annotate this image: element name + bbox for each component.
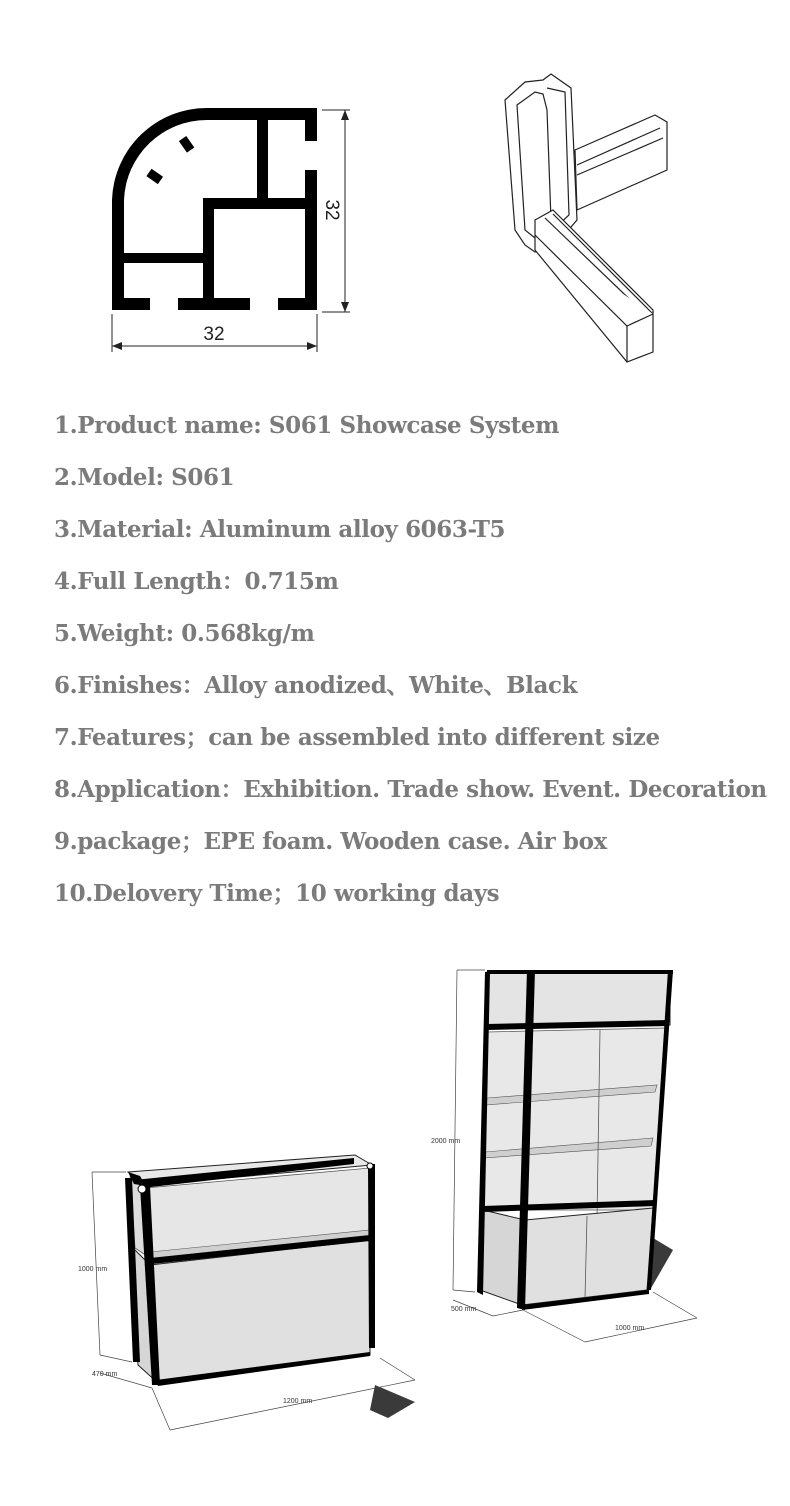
corner-connector-drawing [495, 70, 675, 365]
tower-width-label: 1000 mm [615, 1325, 645, 1332]
spec-delivery-time: 10.Delovery Time；10 working days [54, 880, 500, 907]
spec-model: 2.Model: S061 [54, 464, 235, 491]
spec-finishes: 6.Finishes：Alloy anodized、White、Black [54, 672, 578, 699]
counter-depth-label: 470 mm [92, 1371, 118, 1378]
spec-features: 7.Features；can be assembled into different size [54, 724, 660, 751]
spec-weight: 5.Weight: 0.568kg/m [54, 620, 315, 647]
counter-showcase-drawing [70, 1140, 430, 1440]
spec-material: 3.Material: Aluminum alloy 6063-T5 [54, 516, 506, 543]
counter-width-label: 1200 mm [283, 1398, 313, 1405]
profile-height-label: 32 [321, 199, 342, 221]
spec-full-length: 4.Full Length：0.715m [54, 568, 339, 595]
tower-showcase-drawing [425, 960, 715, 1350]
tower-height-label: 2000 mm [431, 1138, 461, 1145]
tower-depth-label: 500 mm [451, 1306, 477, 1313]
spec-package: 9.package；EPE foam. Wooden case. Air box [54, 828, 607, 855]
counter-height-label: 1000 mm [78, 1266, 108, 1273]
spec-product-name: 1.Product name: S061 Showcase System [54, 412, 560, 439]
profile-width-label: 32 [203, 324, 225, 345]
profile-cross-section-drawing [100, 100, 370, 370]
spec-application: 8.Application：Exhibition. Trade show. Event. Decoration [54, 776, 767, 803]
specifications-list [54, 406, 774, 926]
